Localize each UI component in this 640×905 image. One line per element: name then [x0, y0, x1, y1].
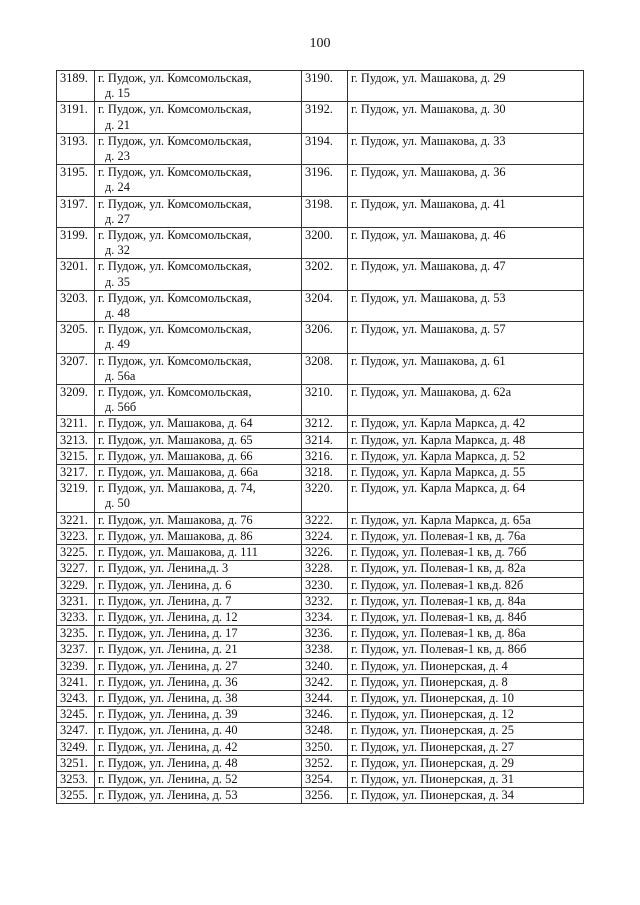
- entry-number: 3223.: [57, 528, 95, 544]
- entry-address: [95, 561, 302, 577]
- entry-number: 3194.: [302, 133, 348, 164]
- entry-number: 3203.: [57, 290, 95, 321]
- entry-number: 3237.: [57, 642, 95, 658]
- address-line: г. Пудож, ул. Комсомольская,: [98, 290, 252, 305]
- address-line: г. Пудож, ул. Комсомольская,: [98, 259, 252, 274]
- address-line: г. Пудож, ул. Ленина, д. 12: [98, 609, 238, 624]
- address-line-continuation: д. 50: [105, 496, 130, 511]
- address-line: г. Пудож, ул. Машакова, д. 29: [351, 71, 506, 85]
- address-line: г. Пудож, ул. Ленина, д. 38: [98, 690, 238, 705]
- table-row: [57, 481, 584, 512]
- address-line: г. Пудож, ул. Комсомольская,: [98, 133, 252, 148]
- address-line-continuation: д. 27: [105, 211, 130, 226]
- address-line: г. Пудож, ул. Машакова, д. 62а: [351, 385, 512, 400]
- table-row: [57, 102, 584, 133]
- entry-number: 3222.: [302, 512, 348, 528]
- address-line: г. Пудож, ул. Машакова, д. 57: [351, 322, 506, 337]
- table-row: [57, 739, 584, 755]
- entry-number: 3255.: [57, 788, 95, 804]
- address-line: г. Пудож, ул. Машакова, д. 46: [351, 228, 506, 243]
- entry-address: [95, 165, 302, 196]
- entry-address: [95, 290, 302, 321]
- entry-address: [348, 528, 584, 544]
- entry-address: [95, 755, 302, 771]
- entry-number: 3189.: [57, 71, 95, 102]
- entry-number: 3220.: [302, 481, 348, 512]
- entry-address: [95, 448, 302, 464]
- table-row: [57, 707, 584, 723]
- address-line: г. Пудож, ул. Комсомольская,: [98, 353, 252, 368]
- address-line: г. Пудож, ул. Машакова, д. 76: [98, 512, 253, 527]
- address-line-continuation: д. 48: [105, 306, 130, 321]
- entry-address: [95, 658, 302, 674]
- table-row: [57, 71, 584, 102]
- address-line: г. Пудож, ул. Машакова, д. 64: [98, 416, 253, 431]
- entry-address: [95, 528, 302, 544]
- entry-address: [348, 512, 584, 528]
- address-line: г. Пудож, ул. Машакова, д. 41: [351, 196, 506, 211]
- entry-number: 3242.: [302, 674, 348, 690]
- address-line: г. Пудож, ул. Ленина, д. 53: [98, 788, 238, 803]
- entry-address: [348, 432, 584, 448]
- address-line: г. Пудож, ул. Комсомольская,: [98, 322, 252, 337]
- entry-address: [348, 771, 584, 787]
- entry-number: 3245.: [57, 707, 95, 723]
- entry-number: 3190.: [302, 71, 348, 102]
- entry-address: [348, 739, 584, 755]
- entry-number: 3233.: [57, 609, 95, 625]
- entry-number: 3217.: [57, 465, 95, 481]
- entry-number: 3239.: [57, 658, 95, 674]
- entry-number: 3191.: [57, 102, 95, 133]
- address-line: г. Пудож, ул. Полевая-1 кв, д. 86а: [351, 626, 526, 641]
- address-line: г. Пудож, ул. Пионерская, д. 25: [351, 723, 514, 738]
- entry-number: 3248.: [302, 723, 348, 739]
- address-line-continuation: д. 21: [105, 117, 130, 132]
- address-line: г. Пудож, ул. Комсомольская,: [98, 102, 252, 117]
- address-line: г. Пудож, ул. Машакова, д. 74,: [98, 481, 256, 496]
- address-line: г. Пудож, ул. Машакова, д. 53: [351, 290, 506, 305]
- address-line: г. Пудож, ул. Карла Маркса, д. 65а: [351, 512, 531, 527]
- table-row: [57, 228, 584, 259]
- address-line: г. Пудож, ул. Ленина, д. 52: [98, 771, 238, 786]
- entry-number: 3204.: [302, 290, 348, 321]
- address-line: г. Пудож, ул. Ленина, д. 48: [98, 755, 238, 770]
- entry-address: [348, 755, 584, 771]
- address-line: г. Пудож, ул. Пионерская, д. 34: [351, 788, 514, 803]
- entry-number: 3226.: [302, 545, 348, 561]
- table-row: [57, 690, 584, 706]
- entry-address: [348, 481, 584, 512]
- entry-number: 3234.: [302, 609, 348, 625]
- entry-number: 3224.: [302, 528, 348, 544]
- address-line: г. Пудож, ул. Комсомольская,: [98, 228, 252, 243]
- address-line: г. Пудож, ул. Комсомольская,: [98, 385, 252, 400]
- table-row: [57, 385, 584, 416]
- entry-address: [348, 593, 584, 609]
- entry-number: 3193.: [57, 133, 95, 164]
- entry-address: [95, 593, 302, 609]
- entry-number: 3205.: [57, 322, 95, 353]
- entry-number: 3201.: [57, 259, 95, 290]
- entry-address: [95, 228, 302, 259]
- address-line-continuation: д. 23: [105, 149, 130, 164]
- entry-address: [95, 788, 302, 804]
- entry-number: 3228.: [302, 561, 348, 577]
- entry-address: [95, 674, 302, 690]
- entry-address: [348, 707, 584, 723]
- address-line-continuation: д. 35: [105, 274, 130, 289]
- address-line: г. Пудож, ул. Машакова, д. 33: [351, 133, 506, 148]
- table-row: [57, 165, 584, 196]
- entry-address: [95, 432, 302, 448]
- address-line: г. Пудож, ул. Полевая-1 кв, д. 86б: [351, 642, 527, 657]
- entry-number: 3196.: [302, 165, 348, 196]
- entry-address: [348, 674, 584, 690]
- address-line: г. Пудож, ул. Машакова, д. 30: [351, 102, 506, 117]
- entry-number: 3229.: [57, 577, 95, 593]
- entry-address: [348, 259, 584, 290]
- address-line: г. Пудож, ул. Пионерская, д. 4: [351, 658, 508, 673]
- entry-number: 3206.: [302, 322, 348, 353]
- entry-address: [348, 353, 584, 384]
- table-row: [57, 658, 584, 674]
- address-line: г. Пудож, ул. Ленина, д. 7: [98, 593, 232, 608]
- address-line: г. Пудож, ул. Полевая-1 кв,д. 82б: [351, 577, 524, 592]
- table-row: [57, 416, 584, 432]
- table-row: [57, 528, 584, 544]
- entry-address: [95, 259, 302, 290]
- address-line: г. Пудож, ул. Ленина,д. 3: [98, 561, 229, 576]
- entry-address: [95, 609, 302, 625]
- entry-number: 3211.: [57, 416, 95, 432]
- address-line: г. Пудож, ул. Машакова, д. 65: [98, 432, 253, 447]
- entry-number: 3253.: [57, 771, 95, 787]
- entry-address: [95, 690, 302, 706]
- address-line: г. Пудож, ул. Пионерская, д. 29: [351, 755, 514, 770]
- entry-address: [348, 788, 584, 804]
- address-line: г. Пудож, ул. Комсомольская,: [98, 165, 252, 180]
- entry-number: 3250.: [302, 739, 348, 755]
- entry-address: [95, 707, 302, 723]
- entry-address: [348, 71, 584, 102]
- entry-address: [348, 416, 584, 432]
- entry-address: [348, 196, 584, 227]
- address-line: г. Пудож, ул. Пионерская, д. 27: [351, 739, 514, 754]
- entry-number: 3207.: [57, 353, 95, 384]
- entry-number: 3232.: [302, 593, 348, 609]
- table-row: [57, 723, 584, 739]
- address-line: г. Пудож, ул. Ленина, д. 39: [98, 707, 238, 722]
- entry-number: 3218.: [302, 465, 348, 481]
- entry-number: 3252.: [302, 755, 348, 771]
- entry-address: [95, 545, 302, 561]
- address-line-continuation: д. 56а: [105, 368, 136, 383]
- address-line: г. Пудож, ул. Машакова, д. 66: [98, 448, 253, 463]
- entry-number: 3199.: [57, 228, 95, 259]
- address-line: г. Пудож, ул. Ленина, д. 21: [98, 642, 238, 657]
- entry-address: [348, 561, 584, 577]
- entry-number: 3240.: [302, 658, 348, 674]
- table-row: [57, 465, 584, 481]
- address-line: г. Пудож, ул. Пионерская, д. 12: [351, 707, 514, 722]
- entry-number: 3249.: [57, 739, 95, 755]
- address-line: г. Пудож, ул. Машакова, д. 111: [98, 545, 258, 560]
- page-number: 100: [309, 36, 331, 51]
- entry-address: [95, 642, 302, 658]
- address-line: г. Пудож, ул. Карла Маркса, д. 42: [351, 416, 526, 431]
- entry-number: 3241.: [57, 674, 95, 690]
- address-line: г. Пудож, ул. Пионерская, д. 31: [351, 771, 514, 786]
- entry-number: 3216.: [302, 448, 348, 464]
- address-line: г. Пудож, ул. Карла Маркса, д. 55: [351, 465, 526, 480]
- entry-address: [348, 290, 584, 321]
- entry-address: [95, 481, 302, 512]
- entry-address: [348, 642, 584, 658]
- entry-address: [348, 690, 584, 706]
- entry-number: 3225.: [57, 545, 95, 561]
- table-row: [57, 196, 584, 227]
- address-line: г. Пудож, ул. Машакова, д. 47: [351, 259, 506, 274]
- address-line: г. Пудож, ул. Полевая-1 кв, д. 76б: [351, 545, 527, 560]
- address-line: г. Пудож, ул. Полевая-1 кв, д. 82а: [351, 561, 526, 576]
- entry-address: [348, 465, 584, 481]
- address-line: г. Пудож, ул. Ленина, д. 42: [98, 739, 238, 754]
- entry-address: [348, 102, 584, 133]
- table-row: [57, 561, 584, 577]
- entry-number: 3227.: [57, 561, 95, 577]
- table-row: [57, 448, 584, 464]
- entry-address: [348, 322, 584, 353]
- table-row: [57, 642, 584, 658]
- entry-address: [95, 771, 302, 787]
- entry-number: 3244.: [302, 690, 348, 706]
- entry-number: 3195.: [57, 165, 95, 196]
- entry-number: 3209.: [57, 385, 95, 416]
- entry-address: [95, 626, 302, 642]
- entry-number: 3236.: [302, 626, 348, 642]
- entry-address: [348, 577, 584, 593]
- address-line-continuation: д. 15: [105, 86, 130, 101]
- entry-number: 3200.: [302, 228, 348, 259]
- entry-number: 3198.: [302, 196, 348, 227]
- address-line: г. Пудож, ул. Ленина, д. 17: [98, 626, 238, 641]
- table-row: [57, 755, 584, 771]
- address-line: г. Пудож, ул. Полевая-1 кв, д. 76а: [351, 528, 526, 543]
- entry-address: [348, 609, 584, 625]
- address-line: г. Пудож, ул. Пионерская, д. 8: [351, 674, 508, 689]
- entry-address: [95, 133, 302, 164]
- address-table-body: [57, 71, 584, 804]
- address-line: г. Пудож, ул. Машакова, д. 61: [351, 353, 506, 368]
- entry-number: 3231.: [57, 593, 95, 609]
- entry-number: 3247.: [57, 723, 95, 739]
- entry-address: [95, 512, 302, 528]
- address-line: г. Пудож, ул. Полевая-1 кв, д. 84б: [351, 609, 527, 624]
- address-line: г. Пудож, ул. Комсомольская,: [98, 71, 252, 85]
- entry-number: 3235.: [57, 626, 95, 642]
- address-line: г. Пудож, ул. Ленина, д. 40: [98, 723, 238, 738]
- entry-number: 3221.: [57, 512, 95, 528]
- table-row: [57, 432, 584, 448]
- entry-number: 3212.: [302, 416, 348, 432]
- address-line-continuation: д. 24: [105, 180, 130, 195]
- entry-address: [348, 448, 584, 464]
- entry-number: 3202.: [302, 259, 348, 290]
- address-line: г. Пудож, ул. Ленина, д. 36: [98, 674, 238, 689]
- table-row: [57, 290, 584, 321]
- address-table: [56, 70, 584, 804]
- entry-address: [348, 165, 584, 196]
- entry-address: [348, 133, 584, 164]
- entry-number: 3254.: [302, 771, 348, 787]
- entry-number: 3219.: [57, 481, 95, 512]
- address-line: г. Пудож, ул. Машакова, д. 36: [351, 165, 506, 180]
- entry-number: 3192.: [302, 102, 348, 133]
- entry-number: 3243.: [57, 690, 95, 706]
- address-line: г. Пудож, ул. Ленина, д. 27: [98, 658, 238, 673]
- entry-number: 3208.: [302, 353, 348, 384]
- entry-number: 3197.: [57, 196, 95, 227]
- entry-address: [95, 739, 302, 755]
- entry-address: [95, 577, 302, 593]
- address-line: г. Пудож, ул. Машакова, д. 86: [98, 528, 253, 543]
- table-row: [57, 788, 584, 804]
- address-line: г. Пудож, ул. Карла Маркса, д. 52: [351, 448, 526, 463]
- table-row: [57, 545, 584, 561]
- address-line: г. Пудож, ул. Комсомольская,: [98, 196, 252, 211]
- table-row: [57, 593, 584, 609]
- entry-address: [95, 353, 302, 384]
- entry-number: 3214.: [302, 432, 348, 448]
- entry-address: [95, 723, 302, 739]
- address-line-continuation: д. 49: [105, 337, 130, 352]
- table-row: [57, 259, 584, 290]
- address-line-continuation: д. 32: [105, 243, 130, 258]
- table-row: [57, 512, 584, 528]
- address-line: г. Пудож, ул. Пионерская, д. 10: [351, 690, 514, 705]
- address-line: г. Пудож, ул. Карла Маркса, д. 64: [351, 481, 526, 496]
- entry-number: 3230.: [302, 577, 348, 593]
- table-row: [57, 322, 584, 353]
- entry-address: [348, 626, 584, 642]
- entry-address: [95, 102, 302, 133]
- entry-address: [95, 196, 302, 227]
- entry-address: [95, 71, 302, 102]
- table-row: [57, 771, 584, 787]
- entry-number: 3246.: [302, 707, 348, 723]
- entry-address: [348, 545, 584, 561]
- entry-number: 3210.: [302, 385, 348, 416]
- entry-number: 3238.: [302, 642, 348, 658]
- entry-number: 3251.: [57, 755, 95, 771]
- address-line: г. Пудож, ул. Машакова, д. 66а: [98, 465, 259, 480]
- table-row: [57, 609, 584, 625]
- table-row: [57, 626, 584, 642]
- address-line: г. Пудож, ул. Ленина, д. 6: [98, 577, 232, 592]
- entry-address: [348, 385, 584, 416]
- entry-number: 3213.: [57, 432, 95, 448]
- table-row: [57, 577, 584, 593]
- entry-number: 3256.: [302, 788, 348, 804]
- entry-address: [348, 658, 584, 674]
- table-row: [57, 353, 584, 384]
- entry-number: 3215.: [57, 448, 95, 464]
- entry-address: [95, 385, 302, 416]
- entry-address: [348, 723, 584, 739]
- address-line: г. Пудож, ул. Полевая-1 кв, д. 84а: [351, 593, 526, 608]
- entry-address: [95, 416, 302, 432]
- address-line-continuation: д. 56б: [105, 400, 137, 415]
- entry-address: [95, 465, 302, 481]
- entry-address: [348, 228, 584, 259]
- entry-address: [95, 322, 302, 353]
- address-line: г. Пудож, ул. Карла Маркса, д. 48: [351, 432, 526, 447]
- table-row: [57, 133, 584, 164]
- table-row: [57, 674, 584, 690]
